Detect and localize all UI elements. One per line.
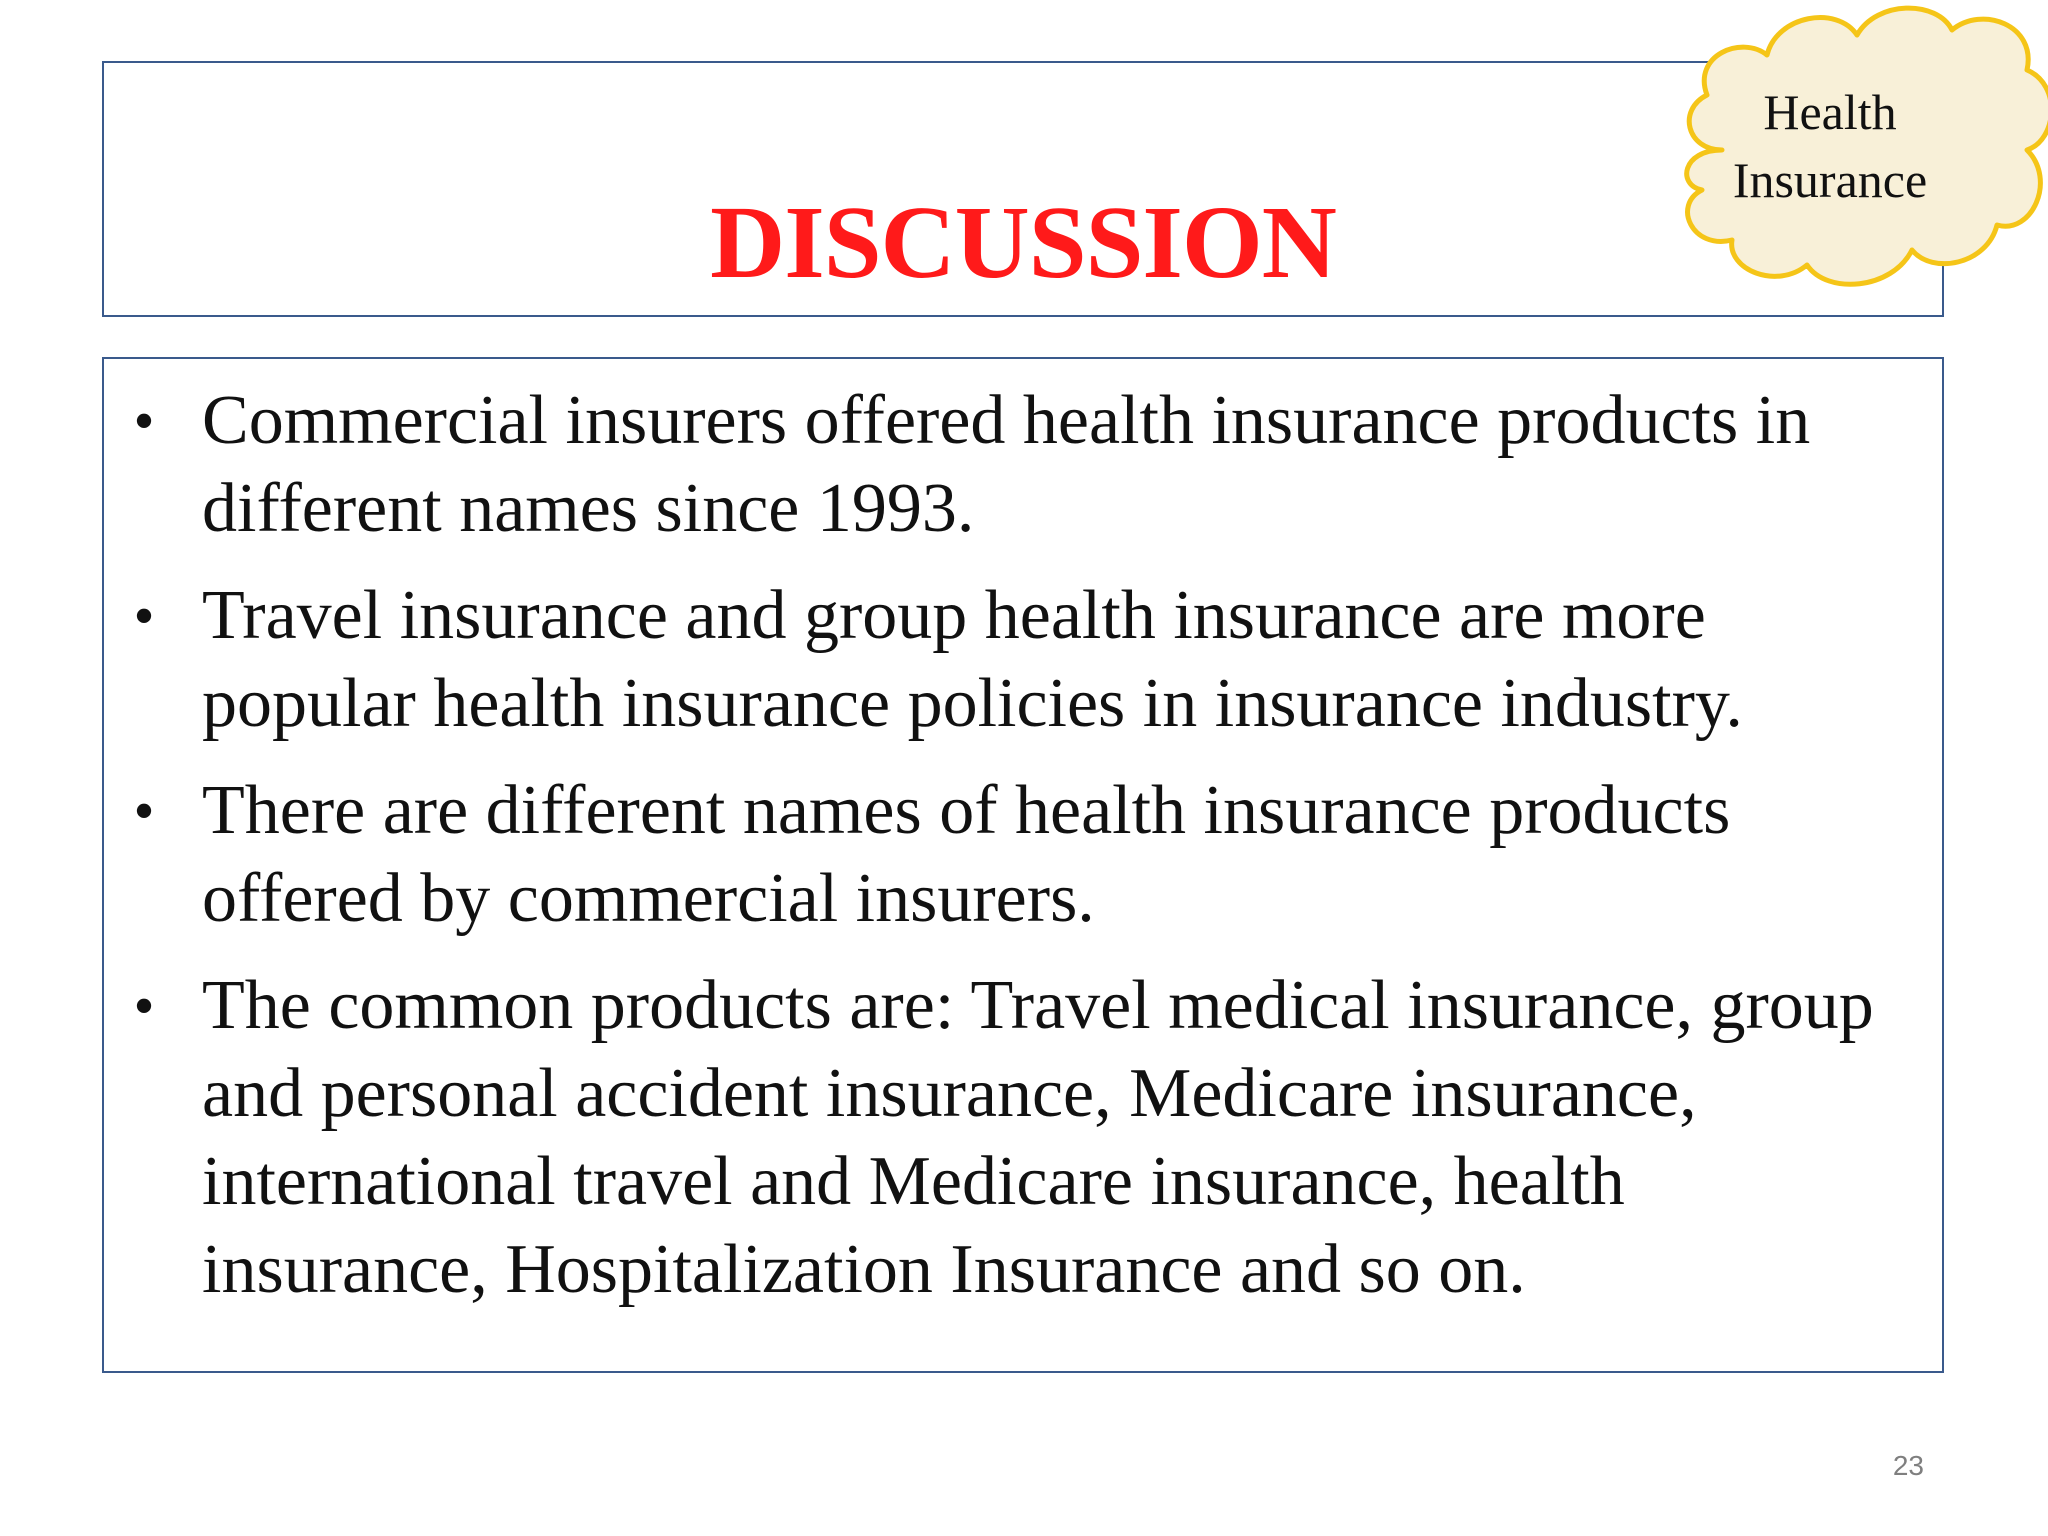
cloud-callout-label	[1700, 78, 1960, 214]
bullet-text: There are different names of health insurance products offered by commercial insurers.	[202, 772, 1731, 937]
bullet-text: The common products are: Travel medical insurance, group and personal accident insurance, Medicare insurance, international travel and Medicare insurance, health insurance, Hospitalization Insurance and so on.	[202, 967, 1874, 1308]
slide-title: DISCUSSION	[710, 185, 1336, 300]
bullet-icon: •	[133, 583, 155, 649]
bullet-icon: •	[133, 778, 155, 844]
bullet-item	[104, 377, 1942, 553]
cloud-line-1: Health	[1763, 84, 1897, 140]
content-box	[102, 357, 1944, 1373]
bullet-icon: •	[133, 388, 155, 454]
cloud-line-2: Insurance	[1732, 152, 1928, 208]
bullet-list	[104, 377, 1942, 1333]
page-number: 23	[1892, 1450, 1924, 1481]
bullet-text: Commercial insurers offered health insurance products in different names since 1993.	[202, 382, 1811, 547]
bullet-item	[104, 767, 1942, 943]
bullet-item	[104, 962, 1942, 1314]
bullet-icon: •	[133, 973, 155, 1039]
bullet-item	[104, 572, 1942, 748]
bullet-text: Travel insurance and group health insurance are more popular health insurance policies in insurance industry.	[202, 577, 1743, 742]
